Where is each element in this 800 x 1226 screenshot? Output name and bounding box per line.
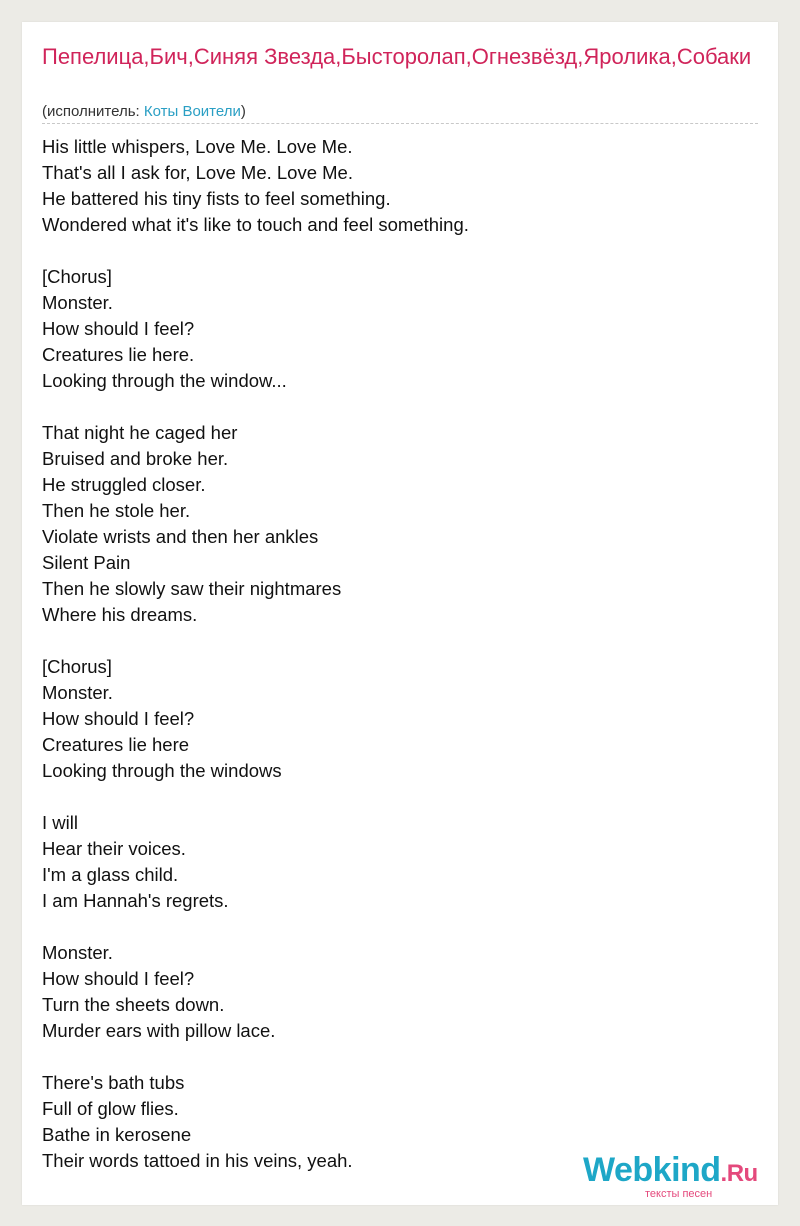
lyric-blank-line [42, 628, 758, 654]
lyric-line: I will [42, 812, 78, 833]
artist-suffix: ) [240, 103, 246, 120]
lyrics-card [22, 22, 778, 1205]
lyric-line: His little whispers, Love Me. Love Me. [42, 136, 353, 157]
lyric-line: [Chorus] [42, 656, 112, 677]
artist-prefix: (исполнитель: [42, 103, 144, 120]
lyric-line: Looking through the window... [42, 370, 287, 391]
lyrics-body [42, 134, 758, 1174]
logo-tagline: тексты песен [645, 1188, 713, 1200]
lyric-line: I'm a glass child. [42, 864, 179, 885]
lyric-line: Silent Pain [42, 552, 131, 573]
lyric-line: Looking through the windows [42, 760, 282, 781]
lyric-line: Then he stole her. [42, 500, 191, 521]
webkind-logo[interactable] [583, 1150, 773, 1200]
lyric-line: That night he caged her [42, 422, 238, 443]
lyric-line: Wondered what it's like to touch and feel something. [42, 214, 469, 235]
lyric-blank-line [42, 394, 758, 420]
lyric-line: I am Hannah's regrets. [42, 890, 229, 911]
lyric-line: He struggled closer. [42, 474, 206, 495]
lyric-line: Full of glow flies. [42, 1098, 179, 1119]
artist-link[interactable]: Коты Воители [143, 103, 241, 120]
lyric-line: Hear their voices. [42, 838, 186, 859]
lyric-line: Creatures lie here [42, 734, 190, 755]
lyric-line: He battered his tiny fists to feel something. [42, 188, 391, 209]
lyric-line: Bruised and broke her. [42, 448, 229, 469]
lyric-line: [Chorus] [42, 266, 112, 287]
lyric-line: How should I feel? [42, 318, 195, 339]
lyric-blank-line [42, 914, 758, 940]
lyric-line: There's bath tubs [42, 1072, 185, 1093]
lyric-line: Violate wrists and then her ankles [42, 526, 319, 547]
lyric-line: Monster. [42, 292, 113, 313]
lyric-line: Bathe in kerosene [42, 1124, 192, 1145]
lyric-line: Creatures lie here. [42, 344, 195, 365]
lyric-line: Murder ears with pillow lace. [42, 1020, 276, 1041]
lyric-blank-line [42, 1044, 758, 1070]
logo-brand: Webkind [583, 1151, 721, 1189]
lyric-blank-line [42, 238, 758, 264]
lyric-line: How should I feel? [42, 968, 195, 989]
dashed-divider [42, 123, 758, 124]
lyric-line: Turn the sheets down. [42, 994, 225, 1015]
logo-tld: .Ru [720, 1160, 758, 1187]
lyric-line: Monster. [42, 942, 113, 963]
lyric-blank-line [42, 784, 758, 810]
lyric-line: How should I feel? [42, 708, 195, 729]
song-title: Пепелица,Бич,Синяя Звезда,Бысторолап,Огнезвёзд,Яролика,Собаки [42, 44, 752, 69]
lyric-line: Where his dreams. [42, 604, 198, 625]
lyric-line: Monster. [42, 682, 113, 703]
lyric-line: That's all I ask for, Love Me. Love Me. [42, 162, 353, 183]
lyric-line: Then he slowly saw their nightmares [42, 578, 342, 599]
artist-line [42, 102, 246, 122]
lyric-line: Their words tattoed in his veins, yeah. [42, 1150, 353, 1171]
